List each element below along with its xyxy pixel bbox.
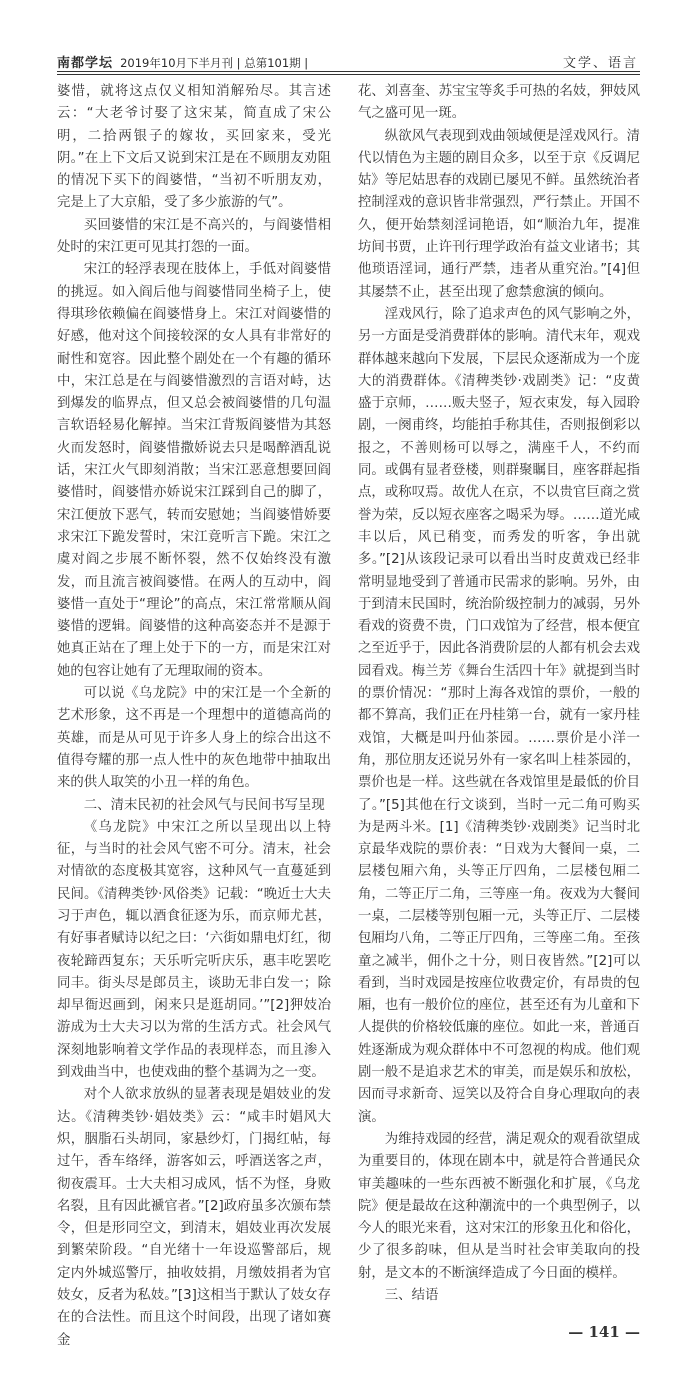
issue-info: 2019年10月下半月刊 | 总第101期 | xyxy=(120,56,309,70)
paragraph: 宋江的轻浮表现在肢体上，手低对阎婆惜的挑逗。如入阎后他与阎婆惜同坐椅子上，使得琪珍依赖偏在阎婆惜身上。宋江对阎婆惜的好感，他对这个间接较深的女人具有非常好的耐性和宽容。因此整个剧处在一个有趣的循环中，宋江总是在与阎婆惜激烈的言语对峙，达到爆发的临界点，但又总会被阎婆惜的几句温言软语轻易化解掉。当宋江背叛阎婆惜为其怒火而发怒时，阎婆惜撒娇说去只是喝醉酒乱说话，宋江火气即刻消散；当宋江恶意想要回阎婆惜时，阎婆惜亦娇说宋江踩到自己的脚了，宋江便放下恶气，转而安慰她；当阎婆惜娇要求宋江下跪发誓时，宋江竟听言下跪。宋江之虞对阎之步展不断怀裂，然不仅始终没有激发，而且流言被阎婆惜。在两人的互动中，阎婆惜一直处于“理论”的高点，宋江常常顺从阎婆惜的逻辑。阎婆惜的这种高姿态并不是源于她真正站在了理上处于下的一方，而是宋江对她的包容让她有了无理取闹的资本。 xyxy=(57,262,331,679)
paragraph: 花、刘喜奎、苏宝宝等炙手可热的名妓，狎妓风气之盛可见一斑。 xyxy=(358,84,640,122)
paragraph: 对个人欲求放纵的显著表现是娼妓业的发达。《清稗类钞·娼妓类》云：“咸丰时娼风大炽，胭脂石头胡同，家悬纱灯，门揭红帖，每过午，香车络绎，游客如云，呼酒送客之声，彻夜震耳。士大夫相习成风，恬不为怪，身败名裂，且有因此褫官者。”[2]政府虽多次颁布禁令，但是形同空文，到清末，娼妓业再次发展到繁荣阶段。“自光绪十一年设巡警部后，规定内外城巡警厅，抽收妓捐，月缴妓捐者为官妓女，反者为私妓。”[3]这相当于默认了妓女存在的合法性。而且这个时间段，出现了诸如赛金 xyxy=(57,1087,331,1348)
paragraph: 可以说《乌龙院》中的宋江是一个全新的艺术形象，这不再是一个理想中的道德高尚的英雄，而是从可见于许多人身上的综合出这不值得夸耀的那一点人性中的灰色地带中抽取出来的供人取笑的小丑一样的角色。 xyxy=(57,686,331,791)
header-double-rule xyxy=(57,71,640,75)
left-column xyxy=(57,81,331,1352)
section-heading: 三、结语 xyxy=(384,1288,439,1304)
journal-logo: 南都学坛 xyxy=(57,56,114,71)
paragraph: 《乌龙院》中宋江之所以呈现出以上特征，与当时的社会风气密不可分。清末，社会对情欲的态度极其宽容，这种风气一直蔓延到民间。《清稗类钞·风俗类》记载：“晚近士大夫习于声色，辄以酒食征逐为乐，而京师尤甚，有好事者赋诗以纪之曰：‘六街如鼎电灯红，彻夜轮蹄西复东；天乐听完听庆乐，惠丰吃罢吃同丰。街头尽是郎员主，谈助无非白发一；除却早衙迟画到，闲来只是逛胡同。’”[2]狎妓冶游成为士大夫习以为常的生活方式。社会风气深刻地影响着文学作品的表现样态，而且渗入到戏曲当中，也使戏曲的整个基调为之一变。 xyxy=(57,819,331,1081)
right-column xyxy=(358,81,640,1344)
page-number: — 141 — xyxy=(568,1323,640,1342)
paragraph: 淫戏风行，除了追求声色的风气影响之外，另一方面是受消费群体的影响。清代末年，观戏群体越来越向下发展，下层民众逐渐成为一个庞大的消费群体。《清稗类钞·戏剧类》记：“皮黄盛于京师，……贩夫竖子，短衣束发，每入园聆剧，一阕甫终，均能拍手称其佳，否则报倒彩以报之，不善则杨可以辱之，满座千人，不约而同。或偶有显者登楼，则群聚瞩目，座客群起指点，或称叹焉。故优人在京，不以贵官巨商之赏誉为荣，反以短衣座客之喝采为辱。……道光咸丰以后，风已稍变，而秀发的听客，争出就多。”[2]从该段记录可以看出当时皮黄戏已经非常明显地受到了普通市民需求的影响。另外，由于到清末民国时，统治阶级控制力的减弱，另外看戏的资费不贵，门口戏馆为了经营，根本便宜之至近乎于，因此各消费阶层的人都有机会去戏园看戏。梅兰芳《舞台生活四十年》就提到当时的票价情况：“那时上海各戏馆的票价，一般的都不算高，我们正在丹桂第一台，就有一家丹桂戏馆，大概是叫丹仙茶园。……票价是小洋一角，那位朋友还说另外有一家名叫上桂茶园的，票价也是一样。这些就在各戏馆里是最低的价目了。”[5]其他在行文谈到，当时一元二角可购买为是两斗米。[1]《清稗类钞·戏剧类》记当时北京最华戏院的票价表：“日戏为大餐间一桌，二层楼包厢六角，头等正厅四角，二层楼包厢二角，二等正厅二角，三等座一角。夜戏为大餐间一桌，二层楼等别包厢一元，头等正厅、二层楼包厢均八角，二等正厅四角，三等座二角。至孩童之减半，佣仆之十分，则日夜皆然。”[2]可以看到，当时戏园是按座位收费定价，有昂贵的包厢，也有一般价位的座位，甚至还有为儿童和下人提供的价格较低廉的座位。如此一来，普通百姓逐渐成为观众群体中不可忽视的构成。他们观剧一般不是追求艺术的审美，而是娱乐和放松，因而寻求新奇、逗笑以及符合自身心理取向的表演。 xyxy=(358,306,640,1125)
paragraph: 买回婆惜的宋江是不高兴的，与阎婆惜相处时的宋江更可见其打怨的一面。 xyxy=(57,217,331,256)
running-header xyxy=(57,0,640,71)
body-columns xyxy=(57,81,640,1382)
paragraph: 纵欲风气表现到戏曲领域便是淫戏风行。清代以情色为主题的剧目众多，以至于京《反调尼姑》等尼姑思春的戏剧已屡见不鲜。虽然统治者控制淫戏的意识皆非常强烈，严行禁止。开国不久，便开始禁刻淫词艳语，如“顺治九年，提准坊间书贾，止许刊行理学政治有益文业诸书；其他琐语淫词，通行严禁，违者从重究治。”[4]但其屡禁不止，甚至出现了愈禁愈演的倾向。 xyxy=(358,128,640,300)
paragraph: 婆惜，就将这点仅义相知消解殆尽。其言述云：“大老爷讨娶了这宋某，简直成了宋公明，二拾两银子的嫁妆，买回家来，受光阴。”在上下文后又说到宋江是在不顾朋友劝阻的情况下买下的阎婆惜，“当初不听朋友劝，完是上了大京船，受了多少旅游的气”。 xyxy=(57,84,331,211)
paragraph: 为维持戏园的经营，满足观众的观看欲望成为重要目的，体现在剧本中，就是符合普通民众审美趣味的一些东西被不断强化和扩展，《乌龙院》便是最故在这种潮流中的一个典型例子，以今人的眼光来看，这对宋江的形象丑化和俗化，少了很多韵味，但从是当时社会审美取向的投射，是文本的不断演绎造成了今日面的模样。 xyxy=(358,1131,640,1281)
section-heading: 二、清末民初的社会风气与民间书写呈现 xyxy=(83,797,325,813)
section-label: 文学、语言 xyxy=(562,56,638,71)
